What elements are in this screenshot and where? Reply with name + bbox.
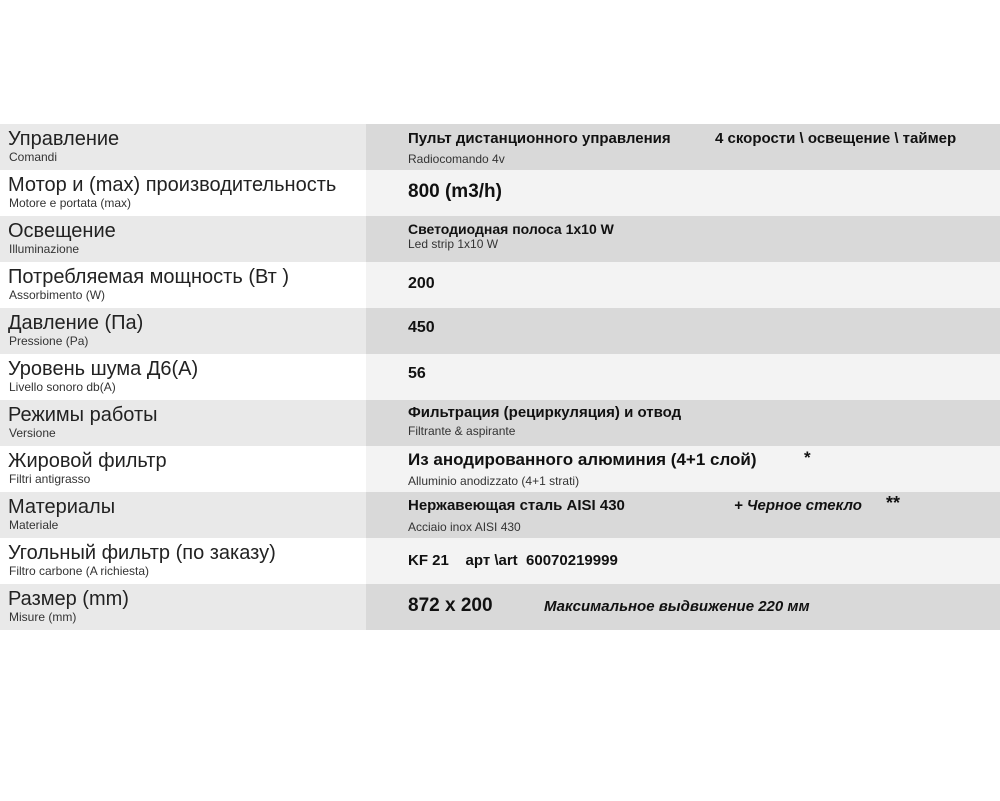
row-value — [366, 446, 1000, 492]
label-it: Filtro carbone (A richiesta) — [9, 564, 150, 578]
row-value — [366, 400, 1000, 446]
label-ru: Уровень шума Д6(А) — [8, 358, 199, 380]
row-value — [366, 262, 1000, 308]
label-it: Livello sonoro db(A) — [9, 380, 116, 394]
value-extra: 4 скорости \ освещение \ таймер — [715, 130, 957, 147]
spec-row-size — [0, 584, 1000, 630]
value-main: 200 — [408, 275, 435, 292]
label-it: Materiale — [9, 518, 59, 532]
label-it: Assorbimento (W) — [9, 288, 106, 302]
value-sub: Alluminio anodizzato (4+1 strati) — [408, 474, 580, 488]
label-it: Pressione (Pa) — [9, 334, 89, 348]
row-value — [366, 124, 1000, 170]
row-value — [366, 538, 1000, 584]
spec-row-motor — [0, 170, 1000, 216]
value-sub: Led strip 1x10 W — [408, 237, 499, 251]
spec-row-control — [0, 124, 1000, 170]
value-main: 450 — [408, 319, 435, 336]
label-ru: Материалы — [8, 496, 116, 518]
label-it: Illuminazione — [9, 242, 80, 256]
label-ru: Управление — [8, 128, 120, 150]
value-main: KF 21 арт \art 60070219999 — [408, 552, 618, 569]
row-label — [0, 584, 366, 630]
value-main: 56 — [408, 365, 426, 382]
spec-row-modes — [0, 400, 1000, 446]
row-label — [0, 124, 366, 170]
label-ru: Мотор и (max) производительность — [8, 174, 337, 196]
value-extra: + Черное стекло — [734, 497, 862, 514]
spec-row-grease-filter — [0, 446, 1000, 492]
label-ru: Давление (Па) — [8, 312, 144, 334]
value-main: 800 (m3/h) — [408, 181, 502, 202]
label-ru: Угольный фильтр (по заказу) — [8, 542, 276, 564]
spec-row-noise — [0, 354, 1000, 400]
value-main: Нержавеющая сталь AISI 430 — [408, 497, 625, 514]
spec-row-power — [0, 262, 1000, 308]
spec-row-carbon-filter — [0, 538, 1000, 584]
label-it: Comandi — [9, 150, 58, 164]
value-main: Из анодированного алюминия (4+1 слой) — [408, 450, 757, 469]
row-value — [366, 308, 1000, 354]
row-value — [366, 492, 1000, 538]
row-value — [366, 170, 1000, 216]
row-label — [0, 492, 366, 538]
row-label — [0, 446, 366, 492]
value-main: Фильтрация (рециркуляция) и отвод — [408, 404, 682, 421]
value-extra: Максимальное выдвижение 220 мм — [544, 598, 810, 615]
row-value — [366, 354, 1000, 400]
label-it: Filtri antigrasso — [9, 472, 91, 486]
label-ru: Потребляемая мощность (Вт ) — [8, 266, 290, 288]
row-label — [0, 170, 366, 216]
value-main: 872 x 200 — [408, 595, 493, 616]
value-sub: Acciaio inox AISI 430 — [408, 520, 521, 534]
label-ru: Жировой фильтр — [8, 450, 167, 472]
label-ru: Размер (mm) — [8, 588, 129, 610]
row-value — [366, 216, 1000, 262]
row-label — [0, 308, 366, 354]
row-label — [0, 262, 366, 308]
label-ru: Режимы работы — [8, 404, 158, 426]
value-main: Пульт дистанционного управления — [408, 130, 671, 147]
label-it: Versione — [9, 426, 56, 440]
spec-row-lighting — [0, 216, 1000, 262]
row-value — [366, 584, 1000, 630]
value-extra-mark: ** — [886, 493, 901, 513]
row-label — [0, 538, 366, 584]
spec-table — [0, 124, 1000, 630]
label-it: Motore e portata (max) — [9, 196, 132, 210]
spec-row-pressure — [0, 308, 1000, 354]
row-label — [0, 216, 366, 262]
value-sub: Filtrante & aspirante — [408, 424, 516, 438]
label-it: Misure (mm) — [9, 610, 77, 624]
value-extra: * — [804, 448, 811, 467]
row-label — [0, 354, 366, 400]
row-label — [0, 400, 366, 446]
spec-row-materials — [0, 492, 1000, 538]
value-sub: Radiocomando 4v — [408, 152, 505, 166]
label-ru: Освещение — [8, 220, 116, 242]
value-main: Светодиодная полоса 1x10 W — [408, 221, 614, 237]
